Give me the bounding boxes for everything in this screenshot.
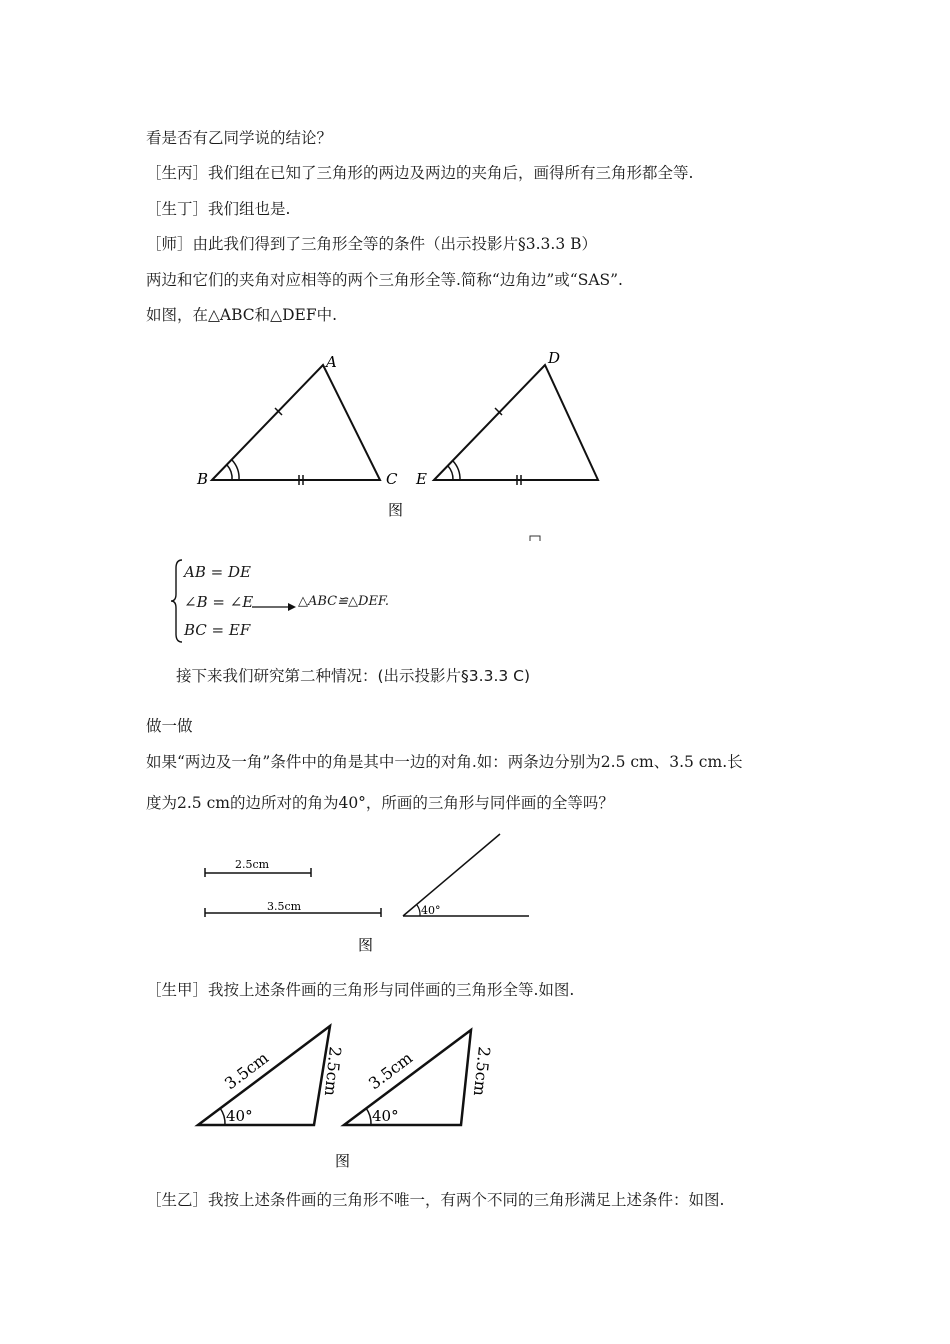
paragraph-10: ［生甲］我按上述条件画的三角形与同伴画的三角形全等.如图. — [146, 981, 575, 999]
paragraph-9: 度为2.5 cm的边所对的角为40°，所画的三角形与同伴画的全等吗？ — [146, 794, 614, 812]
triangle-2 — [344, 1030, 471, 1125]
triangle1-side1-label: 3.5cm — [220, 1048, 273, 1094]
label-a: A — [326, 353, 337, 371]
triangle1-side2-label: 2.5cm — [320, 1045, 345, 1097]
paragraph-6: 如图，在△ABC和△DEF中. — [146, 306, 337, 324]
angle-40-label: 40° — [421, 904, 441, 917]
paragraph-8: 如果“两边及一角”条件中的角是其中一边的对角.如：两条边分别为2.5 cm、3.5 cm.长 — [146, 753, 743, 771]
paragraph-2: ［生丙］我们组在已知了三角形的两边及两边的夹角后，画得所有三角形都全等. — [146, 164, 694, 182]
angle-e-arc-2 — [453, 461, 460, 480]
figure1-caption: 图 — [388, 501, 404, 519]
paragraph-11: ［生乙］我按上述条件画的三角形不唯一，有两个不同的三角形满足上述条件：如图. — [146, 1191, 725, 1209]
paragraph-5: 两边和它们的夹角对应相等的两个三角形全等.简称“边角边”或“SAS”. — [146, 271, 623, 289]
label-e: E — [416, 470, 427, 488]
paragraph-4: ［师］由此我们得到了三角形全等的条件（出示投影片§3.3.3 B） — [146, 235, 598, 253]
equation-bc-ef: BC = EF — [184, 621, 251, 639]
congruence-conclusion: △ABC≌△DEF. — [298, 594, 390, 609]
triangle2-side2-label: 2.5cm — [469, 1045, 494, 1097]
triangle-abc — [212, 365, 380, 480]
segment-2-5-label: 2.5cm — [235, 858, 270, 871]
paragraph-7: 做一做 — [146, 717, 193, 735]
triangle2-side1-label: 3.5cm — [364, 1048, 417, 1094]
figure-segments-angle — [195, 830, 540, 964]
label-c: C — [386, 470, 398, 488]
equation-angle-b-e: ∠B = ∠E — [184, 593, 254, 611]
paragraph-1: 看是否有乙同学说的结论？ — [146, 129, 333, 147]
triangle-1 — [198, 1026, 330, 1125]
figure-congruent-triangles — [190, 1018, 510, 1177]
triangle1-angle-label: 40° — [226, 1107, 253, 1125]
figure3-caption: 图 — [335, 1152, 351, 1170]
triangle-def — [434, 365, 598, 480]
angle-e-arc-1 — [448, 466, 453, 480]
equation-ab-de: AB = DE — [184, 563, 251, 581]
implies-arrow — [252, 598, 296, 617]
triangle2-angle-label: 40° — [372, 1107, 399, 1125]
angle-b-arc-1 — [227, 465, 232, 480]
equation-brace — [170, 558, 184, 648]
figure2-caption: 图 — [358, 936, 374, 954]
label-b: B — [197, 470, 209, 488]
figure-triangles-abc-def — [190, 345, 620, 554]
label-d: D — [548, 349, 561, 367]
paragraph-3: ［生丁］我们组也是. — [146, 200, 291, 218]
next-case-text: 接下来我们研究第二种情况：(出示投影片§3.3.3 C) — [176, 667, 531, 685]
angle-b-arc-2 — [232, 460, 239, 480]
angle-slanted-ray — [403, 834, 500, 916]
segment-3-5-label: 3.5cm — [267, 900, 302, 913]
artifact-mark — [530, 536, 540, 541]
